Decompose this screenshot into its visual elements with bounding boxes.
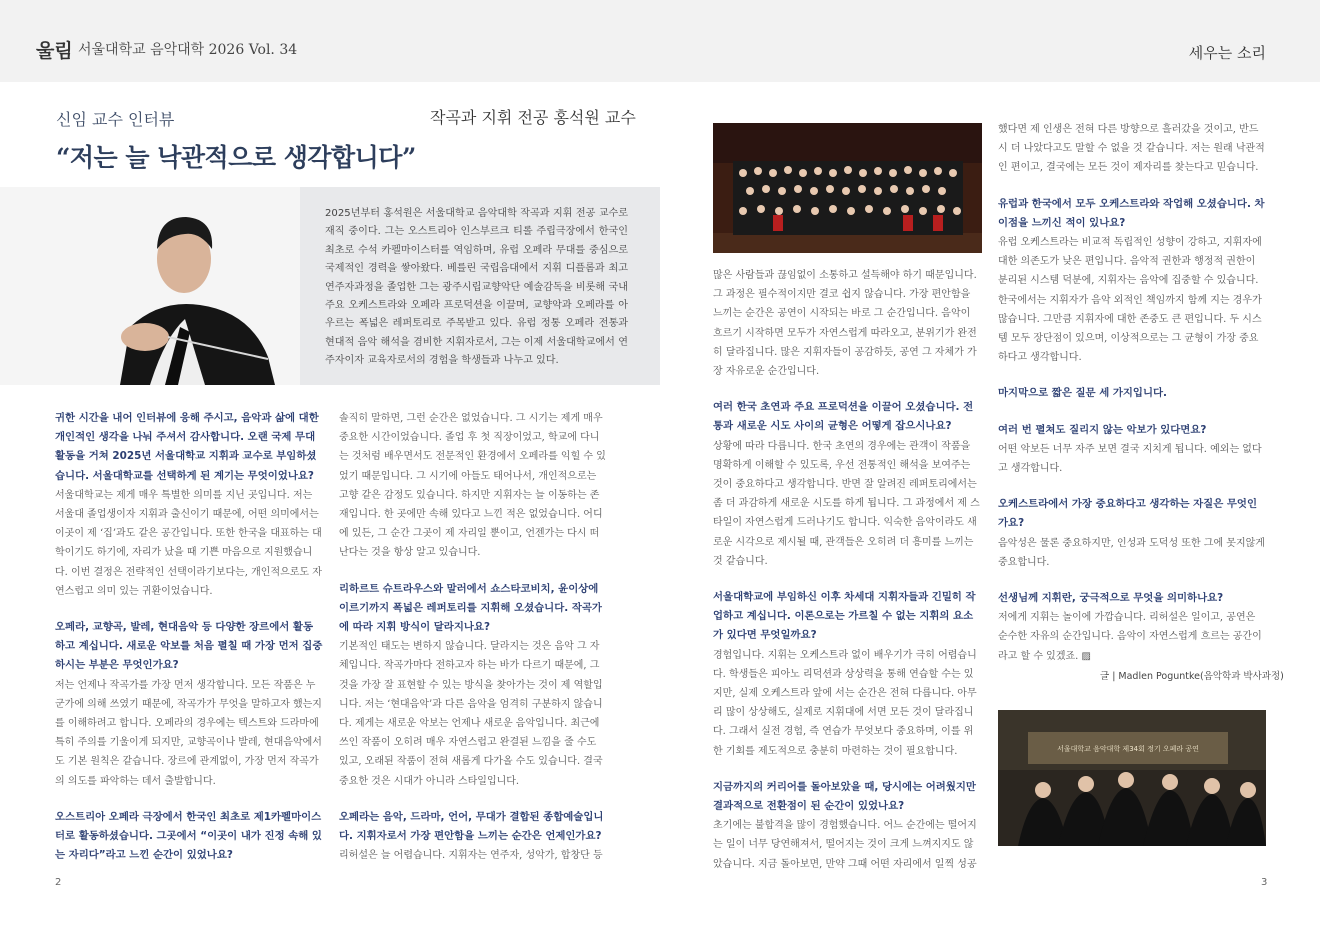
interview-question: 오케스트라에서 가장 중요하다고 생각하는 자질은 무엇인가요?	[998, 498, 1257, 530]
interview-question: 서울대학교에 부임하신 이후 차세대 지휘자들과 긴밀히 작업하고 계십니다. 이론으로는 가르칠 수 없는 지휘의 요소가 있다면 무엇일까요?	[713, 591, 976, 642]
interview-question: 여러 번 펼쳐도 질리지 않는 악보가 있다면요?	[998, 423, 1207, 436]
intro-paragraph: 2025년부터 홍석원은 서울대학교 음악대학 작곡과 지휘 전공 교수로 재직 중이다. 그는 오스트리아 인스부르크 티롤 주립극장에서 한국인 최초로 수석 카펠마이스터를 역임하며, 유럽 오페라 무대를 중심으로 국제적인 경력을 쌓아왔다. 베를린 국립음대에서 지휘 디플롬과 최고연주자과정을 졸업한 그는 광주시립교향악단 예술감독을 비롯해 국내 주요 오케스트라와 오페라 프로덕션을 이끌며, 교향악과 오페라를 아우르는 폭넓은 레퍼토리로 주목받고 있다. 유럽 정통 오페라 전통과 현대적 음악 해석을 겸비한 지휘자로서, 그는 이제 서울대학교에서 연주자이자 교육자로서의 경험을 학생들과 나누고 있다.	[325, 208, 628, 367]
interview-answer: 했다면 제 인생은 전혀 다른 방향으로 흘러갔을 것이고, 반드시 더 나았다고도 말할 수 없을 것 같습니다. 저는 원래 낙관적인 편이고, 결국에는 모든 것이 제자리를 찾는다고 믿습니다.	[998, 124, 1265, 174]
interview-question: 오페라, 교향곡, 발레, 현대음악 등 다양한 장르에서 활동하고 계십니다. 새로운 악보를 처음 펼칠 때 가장 먼저 집중하시는 부분은 무엇인가요?	[55, 621, 323, 672]
magazine-logo: 울림	[36, 40, 73, 62]
page-number-left: 2	[55, 877, 62, 888]
interview-answer: 기본적인 태도는 변하지 않습니다. 달라지는 것은 음악 그 자체입니다. 작곡가마다 전하고자 하는 바가 다르기 때문에, 그것을 가장 잘 표현할 수 있는 방식을 찾아가는 것이 제 역할입니다. 저는 ‘현대음악’과 다른 음악을 엄격히 구분하지 않습니다. 제게는 새로운 악보는 언제나 새로운 음악입니다. 최근에 쓰인 작품이 오히려 매우 자연스럽고 완결된 느낌을 줄 수도 있고, 오래된 작품이 전혀 새롭게 다가올 수도 있습니다. 결국 중요한 것은 시대가 아니라 스타일입니다.	[339, 641, 603, 787]
text-column-2	[339, 409, 607, 882]
interview-answer: 저는 언제나 작곡가를 가장 먼저 생각합니다. 모든 작품은 누군가에 의해 쓰였기 때문에, 작곡가가 무엇을 말하고자 했는지를 이해하려고 합니다. 오페라의 경우에는 텍스트와 드라마에 특히 주의를 기울이게 되지만, 교향곡이나 발레, 현대음악에서도 기본 원칙은 같습니다. 장르에 관계없이, 가장 먼저 작곡가의 의도를 파악하는 데서 출발합니다.	[55, 679, 322, 787]
interview-answer: 어떤 악보든 너무 자주 보면 결국 지치게 됩니다. 예외는 없다고 생각합니다.	[998, 443, 1262, 475]
article-headline: “저는 늘 낙관적으로 생각합니다”	[56, 143, 416, 172]
article-author-line: 작곡과 지휘 전공 홍석원 교수	[430, 108, 636, 127]
section-title: 세우는 소리	[1188, 44, 1266, 62]
orchestra-group-photo	[713, 123, 982, 253]
interview-answer: 저에게 지휘는 놀이에 가깝습니다. 리허설은 일이고, 공연은 순수한 자유의 순간입니다. 음악이 자연스럽게 흐르는 공간이라고 할 수 있겠죠. ▨	[998, 612, 1262, 662]
page-number-right: 3	[1261, 877, 1268, 888]
text-column-4	[998, 120, 1266, 683]
article-kicker: 신임 교수 인터뷰	[56, 110, 175, 129]
interview-question: 오페라는 음악, 드라마, 언어, 무대가 결합된 종합예술입니다. 지휘자로서 가장 편안함을 느끼는 순간은 언제인가요?	[339, 810, 604, 843]
interview-question: 마지막으로 짧은 질문 세 가지입니다.	[998, 387, 1167, 400]
interview-answer: 솔직히 말하면, 그런 순간은 없었습니다. 그 시기는 제게 매우 중요한 시간이었습니다. 졸업 후 첫 직장이었고, 학교에 다니는 것처럼 배우면서도 전문적인 환경에서 오페라를 익힐 수 있었기 때문입니다. 그 시기에 아들도 태어나서, 개인적으로는 고향 같은 감정도 있습니다. 하지만 지휘자는 늘 이동하는 존재입니다. 한 곳에만 속해 있다고 느낀 적은 없었습니다. 어디에 있든, 그 순간 그곳이 제 자리일 뿐이고, 언젠가는 다시 떠난다는 것을 항상 알고 있습니다.	[339, 413, 606, 559]
article-byline: 글 | Madlen Poguntke(음악학과 박사과정)	[1100, 671, 1284, 682]
interview-question: 여러 한국 초연과 주요 프로덕션을 이끌어 오셨습니다. 전통과 새로운 시도 사이의 균형은 어떻게 잡으시나요?	[713, 401, 974, 433]
interview-answer: 음악성은 물론 중요하지만, 인성과 도덕성 또한 그에 못지않게 중요합니다.	[998, 537, 1265, 568]
interview-question: 오스트리아 오페라 극장에서 한국인 최초로 제1카펠마이스터로 활동하셨습니다. 그곳에서 “이곳이 내가 진정 속해 있는 자리다”라고 느낀 순간이 있었나요?	[55, 810, 322, 862]
interview-question: 귀한 시간을 내어 인터뷰에 응해 주시고, 음악과 삶에 대한 개인적인 생각을 나눠 주셔서 감사합니다. 오랜 국제 무대 활동을 거쳐 2025년 서울대학교 지휘과 교수로 부임하셨습니다. 서울대학교를 선택하게 된 계기는 무엇이었나요?	[55, 412, 319, 482]
interview-question: 리하르트 슈트라우스와 말러에서 쇼스타코비치, 윤이상에 이르기까지 폭넓은 레퍼토리를 지휘해 오셨습니다. 작곡가에 따라 지휘 방식이 달라지나요?	[339, 582, 602, 634]
interview-question: 유럽과 한국에서 모두 오케스트라와 작업해 오셨습니다. 차이점을 느끼신 적이 있나요?	[998, 197, 1265, 229]
text-column-3	[713, 266, 982, 891]
text-column-1	[55, 409, 323, 865]
interview-answer: 리허설은 늘 어렵습니다. 지휘자는 연주자, 성악가, 합창단 등	[339, 850, 603, 862]
interview-answer: 경험입니다. 지휘는 오케스트라 없이 배우기가 극히 어렵습니다. 학생들은 피아노 리덕션과 상상력을 통해 연습할 수는 있지만, 실제 오케스트라 앞에 서는 순간은 전혀 다릅니다. 아무리 많이 상상해도, 실제로 지휘대에 서면 모든 것이 달라집니다. 그래서 실전 경험, 즉 연습가 무엇보다 중요하며, 이를 위한 기회를 제도적으로 충분히 마련하는 것이 필요합니다.	[713, 649, 977, 757]
interview-answer: 유럽 오케스트라는 비교적 독립적인 성향이 강하고, 지휘자에 대한 의존도가 낮은 편입니다. 음악적 권한과 행정적 권한이 분리된 시스템 덕분에, 지휘자는 음악에 집중할 수 있습니다. 한국에서는 지휘자가 음악 외적인 책임까지 함께 지는 경우가 많습니다. 그만큼 지휘자에 대한 존중도 큰 편입니다. 두 시스템 모두 장단점이 있으며, 이상적으로는 그 균형이 가장 중요하다고 생각합니다.	[998, 237, 1262, 364]
poster-caption: 서울대학교 음악대학 제34회 정기 오페라 공연	[1057, 745, 1199, 753]
cast-group-photo	[998, 710, 1266, 846]
interview-answer: 상황에 따라 다릅니다. 한국 초연의 경우에는 관객이 작품을 명확하게 이해할 수 있도록, 우선 전통적인 해석을 보여주는 것이 중요하다고 생각합니다. 반면 잘 알려진 레퍼토리에서는 좀 더 과감하게 새로운 시도를 하게 됩니다. 그 과정에서 제 스타일이 자연스럽게 드러나기도 합니다. 익숙한 음악이라도 새로운 시각으로 제시될 때, 관객들은 오히려 더 흥미를 느끼는 것 같습니다.	[713, 440, 980, 567]
interview-question: 지금까지의 커리어를 돌아보았을 때, 당시에는 어려웠지만 결과적으로 전환점이 된 순간이 있었나요?	[713, 780, 976, 813]
interview-answer: 서울대학교는 제게 매우 특별한 의미를 지닌 곳입니다. 저는 서울대 졸업생이자 지휘과 출신이기 때문에, 어떤 의미에서는 이곳이 제 ‘집’과도 같은 공간입니다. 또한 한국을 대표하는 대학이기도 하기에, 자리가 났을 때 기쁜 마음으로 지원했습니다. 이번 결정은 전략적인 선택이라기보다는, 개인적으로도 자연스럽고 의미 있는 귀환이었습니다.	[55, 489, 322, 597]
interview-question: 선생님께 지휘란, 궁극적으로 무엇을 의미하나요?	[998, 592, 1224, 605]
publication-info: 서울대학교 음악대학 2026 Vol. 34	[78, 42, 298, 58]
interview-answer: 초기에는 불합격을 많이 경험했습니다. 어느 순간에는 떨어지는 일이 너무 당연해져서, 떨어지는 것이 크게 느껴지지도 않았습니다. 지금 돌아보면, 만약 그때 어떤 자리에서 일찍 성공	[713, 820, 977, 870]
interview-answer: 많은 사람들과 끊임없이 소통하고 설득해야 하기 때문입니다. 그 과정은 필수적이지만 결코 쉽지 않습니다. 가장 편안함을 느끼는 순간은 공연이 시작되는 바로 그 순간입니다. 음악이 흐르기 시작하면 모두가 자연스럽게 따라오고, 분위기가 완전히 달라집니다. 많은 지휘자들이 공감하듯, 공연 그 자체가 가장 자유로운 순간입니다.	[713, 270, 977, 378]
portrait-photo	[0, 187, 300, 385]
